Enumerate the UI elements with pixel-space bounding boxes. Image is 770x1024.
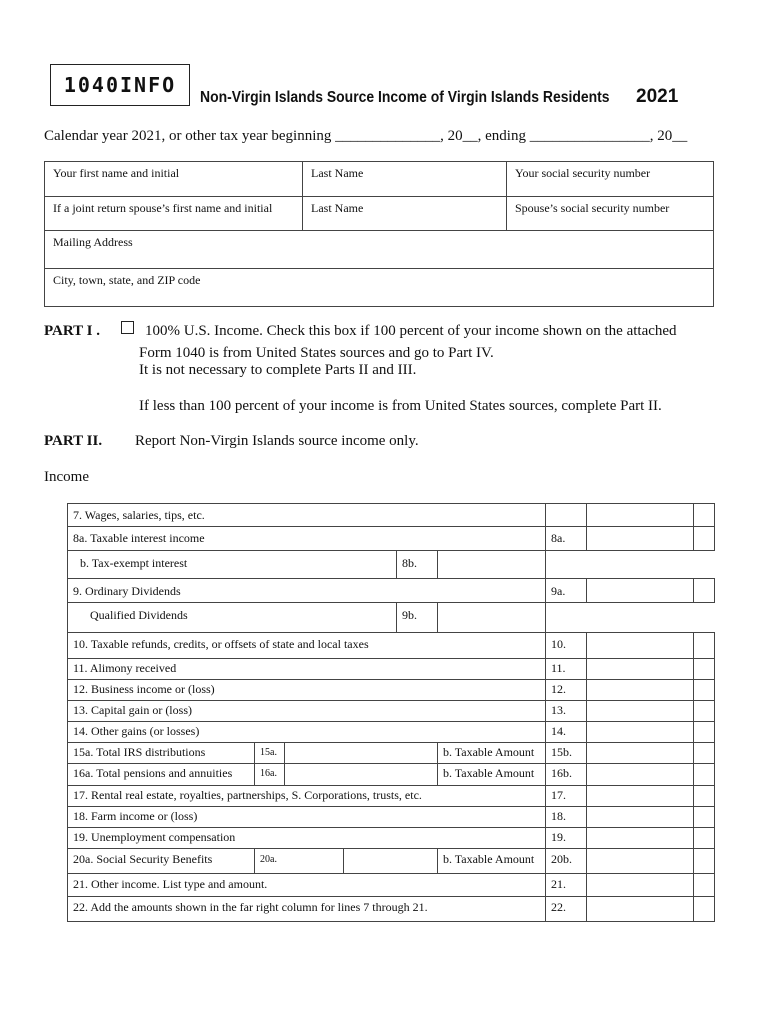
mailing-address-field[interactable]: Mailing Address	[45, 231, 714, 269]
line-8a-number: 8a.	[546, 527, 587, 551]
line-18-label: 18. Farm income or (loss)	[68, 807, 546, 828]
line-8a-extra	[694, 527, 715, 551]
ssn-field[interactable]: Your social security number	[507, 162, 714, 197]
line-13-extra	[694, 701, 715, 722]
line-20a-amount[interactable]	[344, 849, 438, 874]
line-19-row	[68, 828, 715, 849]
line-8b-spacer	[546, 551, 715, 579]
line-21-amount[interactable]	[587, 874, 694, 897]
line-8a-label: 8a. Taxable interest income	[68, 527, 546, 551]
line-12-amount[interactable]	[587, 680, 694, 701]
taxpayer-info-table	[44, 161, 714, 307]
line-12-number: 12.	[546, 680, 587, 701]
line-16a-label: 16a. Total pensions and annuities	[68, 764, 255, 786]
line-21-row	[68, 874, 715, 897]
line-16-row	[68, 764, 715, 786]
line-14-number: 14.	[546, 722, 587, 743]
line-8b-number: 8b.	[397, 551, 438, 579]
line-7-number	[546, 504, 587, 527]
part1-line4: If less than 100 percent of your income is from United States sources, complete Part II.	[139, 398, 662, 414]
line-13-number: 13.	[546, 701, 587, 722]
line-11-row	[68, 659, 715, 680]
line-17-row	[68, 786, 715, 807]
line-20-row	[68, 849, 715, 874]
us-income-checkbox[interactable]	[121, 321, 134, 334]
line-16b-extra	[694, 764, 715, 786]
line-16b-label: b. Taxable Amount	[438, 764, 546, 786]
line-19-extra	[694, 828, 715, 849]
form-id-box: 1040INFO	[50, 64, 190, 106]
line-15b-extra	[694, 743, 715, 764]
line-18-amount[interactable]	[587, 807, 694, 828]
part2-label: PART II.	[44, 433, 103, 449]
spouse-first-name-field[interactable]: If a joint return spouse’s first name and initial	[45, 197, 303, 231]
line-7-label: 7. Wages, salaries, tips, etc.	[68, 504, 546, 527]
line-20a-label: 20a. Social Security Benefits	[68, 849, 255, 874]
line-20b-amount[interactable]	[587, 849, 694, 874]
income-heading: Income	[44, 469, 89, 485]
line-16b-number: 16b.	[546, 764, 587, 786]
line-22-extra	[694, 897, 715, 922]
line-10-extra	[694, 633, 715, 659]
spouse-last-name-field[interactable]: Last Name	[303, 197, 507, 231]
line-9a-label: 9. Ordinary Dividends	[68, 579, 546, 603]
form-title: Non-Virgin Islands Source Income of Virgin Islands Residents	[200, 89, 610, 106]
part1-line1: 100% U.S. Income. Check this box if 100 percent of your income shown on the attached	[145, 323, 677, 339]
line-17-label: 17. Rental real estate, royalties, partnerships, S. Corporations, trusts, etc.	[68, 786, 546, 807]
part2-text: Report Non-Virgin Islands source income only.	[135, 433, 419, 449]
line-21-label: 21. Other income. List type and amount.	[68, 874, 546, 897]
line-14-row	[68, 722, 715, 743]
line-20b-extra	[694, 849, 715, 874]
line-10-label: 10. Taxable refunds, credits, or offsets of state and local taxes	[68, 633, 546, 659]
line-11-label: 11. Alimony received	[68, 659, 546, 680]
line-21-extra	[694, 874, 715, 897]
line-13-amount[interactable]	[587, 701, 694, 722]
line-20b-number: 20b.	[546, 849, 587, 874]
calendar-year-line[interactable]: Calendar year 2021, or other tax year beginning ______________, 20__, ending ________________, 20__	[44, 128, 688, 144]
line-16a-box-label: 16a.	[255, 764, 285, 786]
line-9b-row	[68, 603, 715, 633]
spouse-ssn-field[interactable]: Spouse’s social security number	[507, 197, 714, 231]
line-9b-spacer	[546, 603, 715, 633]
line-10-amount[interactable]	[587, 633, 694, 659]
line-15a-label: 15a. Total IRS distributions	[68, 743, 255, 764]
line-16a-amount[interactable]	[285, 764, 438, 786]
line-10-number: 10.	[546, 633, 587, 659]
line-12-extra	[694, 680, 715, 701]
line-17-amount[interactable]	[587, 786, 694, 807]
line-9b-amount[interactable]	[438, 603, 546, 633]
tax-year: 2021	[636, 86, 679, 107]
line-14-extra	[694, 722, 715, 743]
line-19-number: 19.	[546, 828, 587, 849]
line-15a-amount[interactable]	[285, 743, 438, 764]
line-12-label: 12. Business income or (loss)	[68, 680, 546, 701]
line-20a-box-label: 20a.	[255, 849, 344, 874]
last-name-field[interactable]: Last Name	[303, 162, 507, 197]
line-15-row	[68, 743, 715, 764]
line-15b-number: 15b.	[546, 743, 587, 764]
line-22-row	[68, 897, 715, 922]
line-8a-row	[68, 527, 715, 551]
part1-line3: It is not necessary to complete Parts II and III.	[139, 362, 417, 378]
line-13-row	[68, 701, 715, 722]
line-12-row	[68, 680, 715, 701]
line-9a-row	[68, 579, 715, 603]
line-17-number: 17.	[546, 786, 587, 807]
first-name-field[interactable]: Your first name and initial	[45, 162, 303, 197]
line-18-row	[68, 807, 715, 828]
line-9a-number: 9a.	[546, 579, 587, 603]
city-state-zip-field[interactable]: City, town, state, and ZIP code	[45, 269, 714, 307]
line-8a-amount[interactable]	[587, 527, 694, 551]
line-9b-label: Qualified Dividends	[68, 603, 397, 633]
line-22-number: 22.	[546, 897, 587, 922]
part1-line2: Form 1040 is from United States sources and go to Part IV.	[139, 345, 494, 361]
line-18-extra	[694, 807, 715, 828]
line-18-number: 18.	[546, 807, 587, 828]
line-9a-extra	[694, 579, 715, 603]
line-9b-number: 9b.	[397, 603, 438, 633]
line-21-number: 21.	[546, 874, 587, 897]
line-19-amount[interactable]	[587, 828, 694, 849]
line-8b-label: b. Tax-exempt interest	[68, 551, 397, 579]
line-7-extra	[694, 504, 715, 527]
line-22-label: 22. Add the amounts shown in the far right column for lines 7 through 21.	[68, 897, 546, 922]
line-8b-amount[interactable]	[438, 551, 546, 579]
line-11-amount[interactable]	[587, 659, 694, 680]
line-15b-label: b. Taxable Amount	[438, 743, 546, 764]
line-7-row	[68, 504, 715, 527]
line-11-extra	[694, 659, 715, 680]
line-11-number: 11.	[546, 659, 587, 680]
income-table	[67, 503, 715, 922]
line-14-amount[interactable]	[587, 722, 694, 743]
line-15b-amount[interactable]	[587, 743, 694, 764]
line-16b-amount[interactable]	[587, 764, 694, 786]
line-20b-label: b. Taxable Amount	[438, 849, 546, 874]
line-14-label: 14. Other gains (or losses)	[68, 722, 546, 743]
line-17-extra	[694, 786, 715, 807]
part1-label: PART I .	[44, 323, 101, 339]
line-22-amount[interactable]	[587, 897, 694, 922]
line-9a-amount[interactable]	[587, 579, 694, 603]
line-13-label: 13. Capital gain or (loss)	[68, 701, 546, 722]
line-15a-box-label: 15a.	[255, 743, 285, 764]
line-10-row	[68, 633, 715, 659]
line-8b-row	[68, 551, 715, 579]
line-19-label: 19. Unemployment compensation	[68, 828, 546, 849]
line-7-amount[interactable]	[587, 504, 694, 527]
